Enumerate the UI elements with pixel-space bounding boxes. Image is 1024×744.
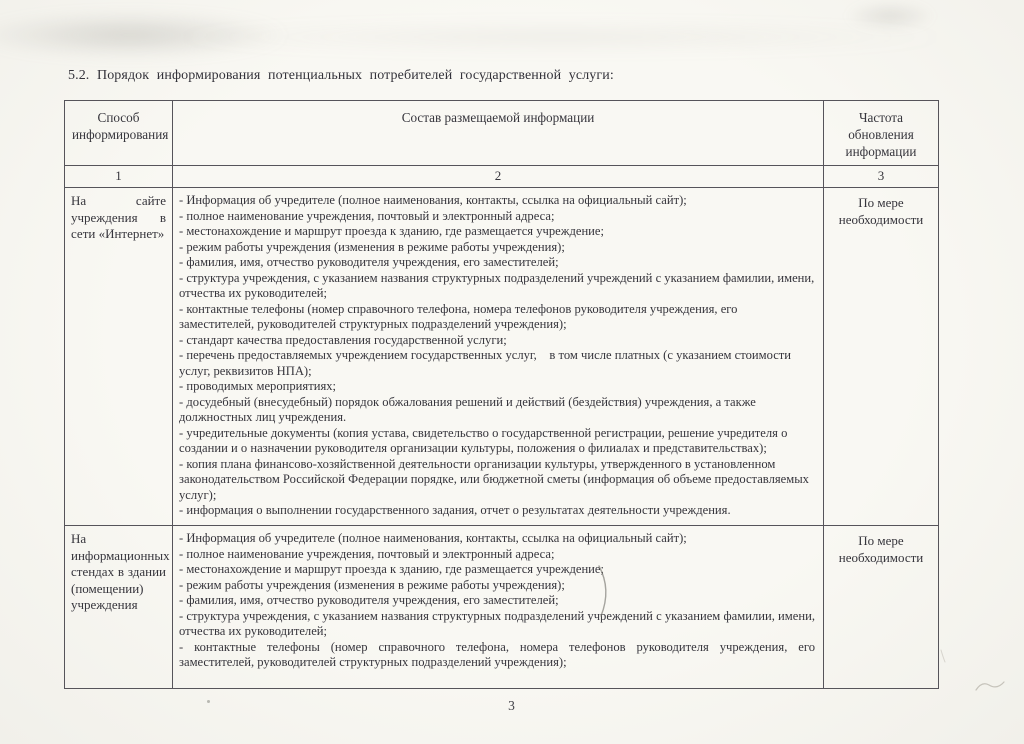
info-item: - Информация об учредителе (полное наименования, контакты, ссылка на официальный сайт); — [179, 193, 687, 207]
section-title: 5.2. Порядок информирования потенциальных потребителей государственной услуги: — [68, 68, 614, 83]
scan-smudge-top-right — [845, 2, 935, 30]
frequency-cell-stands: По мере необходимости — [824, 526, 939, 689]
info-item: - перечень предоставляемых учреждением государственных услуг, в том числе платных (с указанием стоимости услуг, реквизитов НПА); — [179, 348, 792, 378]
info-item: - Информация об учредителе (полное наименования, контакты, ссылка на официальный сайт); — [179, 531, 687, 545]
column-number-3: 3 — [824, 166, 939, 188]
info-item: - режим работы учреждения (изменения в режиме работы учреждения); — [179, 577, 565, 592]
informing-methods-table — [64, 100, 939, 689]
info-item: - учредительные документы (копия устава, свидетельство о государственной регистрации, решение учредителя о создании и о назначении руководителя организации культуры, положения о филиалах и представительствах); — [179, 425, 788, 455]
table-row-website — [65, 188, 939, 526]
info-item: - информация о выполнении государственного задания, отчет о результатах деятельности учреждения. — [179, 503, 731, 517]
info-item: - контактные телефоны (номер справочного телефона, номера телефонов руководителя учреждения, его заместителей, руководителей структурных подразделений учреждения); — [179, 301, 738, 331]
table-header-row — [65, 101, 939, 166]
column-header-frequency: Частота обновления информации — [824, 101, 939, 166]
info-item: - стандарт качества предоставления государственной услуги; — [179, 332, 507, 347]
info-item: - местонахождение и маршрут проезда к зданию, где размещается учреждение; — [179, 562, 605, 576]
column-number-2: 2 — [173, 166, 824, 188]
info-item: - досудебный (внесудебный) порядок обжалования решений и действий (бездействия) учреждения, а также должностных лиц учреждения. — [179, 394, 756, 424]
info-item: - структура учреждения, с указанием названия структурных подразделений учреждений с указанием фамилии, имени, отчества их руководителей; — [179, 608, 815, 638]
info-item: - копия плана финансово-хозяйственной деятельности организации культуры, утвержденного в установленном законодательством Российской Федерации порядке, или бюджетной сметы (информация об объеме предоставляемых услуг); — [179, 456, 809, 502]
scan-smudge-top-band — [180, 24, 940, 50]
info-item: - местонахождение и маршрут проезда к зданию, где размещается учреждение; — [179, 224, 605, 238]
method-cell-website: На сайте учреждения в сети «Интернет» — [65, 188, 173, 526]
info-item: - фамилия, имя, отчество руководителя учреждения, его заместителей; — [179, 593, 559, 607]
method-cell-stands: На информационных стендах в здании (помещении) учреждения — [65, 526, 173, 689]
pencil-scribble — [976, 682, 1004, 690]
content-cell-stands — [173, 526, 824, 689]
column-number-1: 1 — [65, 166, 173, 188]
info-item: - структура учреждения, с указанием названия структурных подразделений учреждений с указанием фамилии, имени, отчества их руководителей; — [179, 270, 815, 300]
column-header-method: Способ информирования — [65, 101, 173, 166]
info-item: - полное наименование учреждения, почтовый и электронный адреса; — [179, 208, 555, 223]
info-item: - режим работы учреждения (изменения в режиме работы учреждения); — [179, 239, 565, 254]
frequency-cell-website: По мере необходимости — [824, 188, 939, 526]
pencil-tick — [941, 650, 945, 662]
info-item: - фамилия, имя, отчество руководителя учреждения, его заместителей; — [179, 255, 559, 269]
column-header-content: Состав размещаемой информации — [173, 101, 824, 166]
page-number: 3 — [508, 698, 516, 713]
table-row-stands — [65, 526, 939, 689]
table-number-row — [65, 166, 939, 188]
content-cell-website — [173, 188, 824, 526]
info-item: - проводимых мероприятиях; — [179, 379, 337, 393]
info-item: - контактные телефоны (номер справочного телефона, номера телефонов руководителя учреждения, его заместителей, руководителей структурных подразделений учреждения); — [179, 639, 815, 669]
info-item: - полное наименование учреждения, почтовый и электронный адреса; — [179, 546, 555, 561]
scan-smudge-top-left — [0, 12, 290, 58]
